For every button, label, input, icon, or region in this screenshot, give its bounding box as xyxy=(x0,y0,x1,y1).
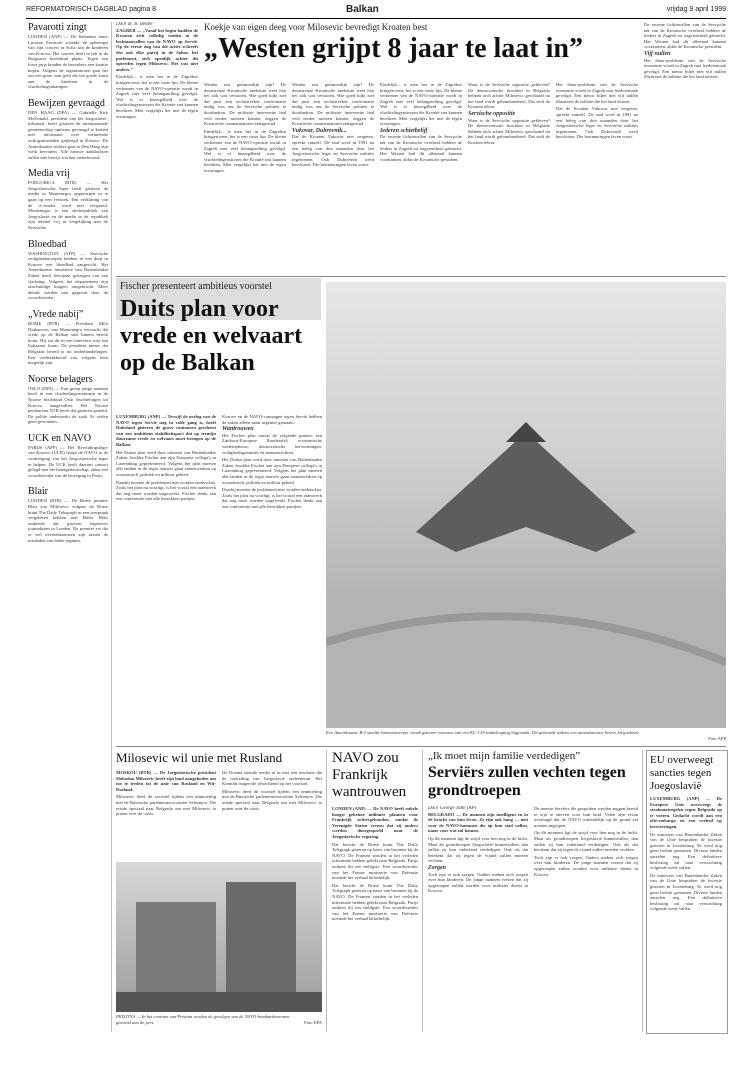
body-paragraph: Westen zou gezamenlijk zijn? De desastreuze Kroatische anekdote weet hoe het ook was verstoten. Wie goed kijkt ziet dat juist een rechtstreekse confrontatie nodig was om de Servische politiek te doorbreken. De militaire interventie had veel eerder moeten komen, zeggen de Kroatische commentatoren eensgezind. xyxy=(292,82,374,127)
body-paragraph: Toch zijn er ook zorgen. Ouders maken zich zorgen over hun kinderen. De jonge mannen vrezen dat zij opgeroepen zullen worden voor militaire dienst in Kosovo. xyxy=(534,854,638,877)
kicker: Fischer presenteert ambitieus voorstel xyxy=(120,281,272,292)
kicker: Koekje van eigen deeg voor Milosevic bevredigt Kroaten best xyxy=(204,22,428,32)
top-article-col7 xyxy=(644,22,726,274)
body-paragraph: Westen zou gezamenlijk zijn? De desastreuze Kroatische anekdote weet hoe het ook was verstoten. Wie goed kijkt ziet dat juist een rechtstreekse confrontatie nodig was om de Servische politiek te doorbreken. De militaire interventie had veel eerder moeten komen, zeggen de Kroatische commentatoren eensgezind. xyxy=(204,82,286,127)
body-paragraph: Daarbij moeten de problemen niet worden onderschat. Zoals het plan nu voorligt, is het vooral een raamwerk dat nog moet worden uitgewerkt. Fischer denkt aan een conferentie met alle betrokken partijen. xyxy=(116,479,216,502)
body-paragraph: De ministers van Buitenlandse Zaken van de Unie bespraken de kwestie gisteren in Luxemburg. Er werd nog geen besluit genomen. Diverse landen aarzelen nog. Een definitieve beslissing zal naar verwachting volgende week vallen. xyxy=(650,831,722,871)
body-paragraph: Milosevic deed dit voorstel tijdens een ontmoeting met de Russische parlementsvoorzitter Seleznjov. Die reisde speciaal naar Belgrado om met Milosevic te praten over de crisis. xyxy=(116,794,216,817)
aircraft-shape xyxy=(416,432,636,552)
body-paragraph: De recente lichtinvallen van de Servische tak van de Kroatische overheid hebben de leiders in Zagreb tot ongerustheid gebracht. Het Westen had dit allemaal kunnen voorkomen, aldus de Kroatische president. xyxy=(644,22,726,50)
body-paragraph: Dat bericht de Britse krant The Daily Telegraph gisteren op basis van bronnen bij de NAVO. De Fransen zouden in het verleden informatie hebben gelekt naar Belgrado. Parijs ontkent dit ten stelligste. Een woordvoerder van het Franse ministerie van Defensie noemde het verhaal belachelijk. xyxy=(332,841,418,881)
milosevic-col2 xyxy=(222,770,322,860)
body-paragraph: Eindelijk... is men het in de Zagrebse kringen eens: het is een vaste lijn. De kleine verkenner van de NAVO-operatie wordt in Zagreb met veel belangstelling gevolgd. Wel is er bezorgdheid over de vluchtelingenstroom die Kroatië zou kunnen bereiken. Men vergelijkt het met de eigen ervaringen. xyxy=(204,128,286,173)
lead-paragraph: MOSKOU (RTR) — De Joegoslavische president Slobodan Milosevic heeft zijn land aangeboden om toe te treden tot de unie van Rusland en Wit-Rusland. xyxy=(116,770,216,792)
body-paragraph: Daarbij moeten de problemen niet worden onderschat. Zoals het plan nu voorligt, is het vooral een raamwerk dat nog moet worden uitgewerkt. Fischer denkt aan een conferentie met alle betrokken partijen. xyxy=(222,487,322,509)
milosevic-col1 xyxy=(116,770,216,860)
brief-title: UCK en NAVO xyxy=(28,432,92,444)
building-shape xyxy=(136,902,216,1002)
brief-title: „Vrede nabij” xyxy=(28,308,84,320)
serviers-col2 xyxy=(534,806,638,1032)
top-article-col6 xyxy=(556,82,638,274)
subhead: Vukovar, Dubrovnik... xyxy=(292,127,347,134)
brief-text: PODGORICA (RTR) — Het Joegoslavische leger heeft gisteren de media in Montenegro opgeroepen in te gaan op een verzoek. Een verklaring van de tv-zender werd niet verspreid. Montenegro is een deelrepubliek van Joegoslavië en de media in de republiek zijn relatief vrij in vergelijking met de Servische. xyxy=(28,180,108,231)
column-rule xyxy=(326,750,327,1032)
top-article-col4 xyxy=(380,82,462,274)
body-paragraph: De recente lichtinvallen van de Servische tak van de Kroatische overheid hebben de leiders in Zagreb tot ongerustheid gebracht. Het Westen had dit allemaal kunnen voorkomen, aldus de Kroatische president. xyxy=(380,134,462,162)
lead-paragraph: LUXEMBURG (ANP) — Terwijl de oorlog van de NAVO tegen Servië nog in volle gang is, heeft Duitsland gisteren de grove contouren geschetst van een ambitieus stabiliteitspact dat op termijn duurzame vrede en welvaart moet brengen op de Balkan. xyxy=(116,414,216,447)
brief-bewijzen xyxy=(28,98,108,160)
lead-paragraph: BELGRADO — De mannen zijn intelligent en in de kracht van hun leven. Ze zijn ook bang — niet voor de NAVO-bommen die op hun stad vallen, maar voor wat zal komen. xyxy=(428,811,528,834)
headline: EU overweegt sancties tegen Joegoslavië xyxy=(650,754,714,792)
body-paragraph: De ministers van Buitenlandse Zaken van de Unie bespraken de kwestie gisteren in Luxemburg. Er werd nog geen besluit genomen. Diverse landen aarzelen nog. Een definitieve beslissing zal naar verwachting volgende week vallen. xyxy=(650,872,722,912)
subhead: Vijf nullen xyxy=(644,50,671,57)
photo-credit: Foto EPA xyxy=(304,1020,322,1025)
body-paragraph: Het dinar-probleem van de Servische economie wordt in Zagreb met leedvermaak gevolgd. Een nieuw biljet met vijf nullen illustreert de inflatie die het land teistert. xyxy=(644,57,726,80)
subhead: Iederen schietbelijf xyxy=(380,127,428,134)
body-paragraph: Eindelijk... is men het in de Zagrebse kringen eens: het is een vaste lijn. De kleine verkenner van de NAVO-operatie wordt in Zagreb met veel belangstelling gevolgd. Wel is er bezorgdheid over de vluchtelingenstroom die Kroatië zou kunnen bereiken. Men vergelijkt het met de eigen ervaringen. xyxy=(116,74,198,119)
body-paragraph: Het Duitse plan werd door minister van Buitenlandse Zaken Joschka Fischer aan zijn Europese collega's in Luxemburg gepresenteerd. Volgens het plan moeten alle landen in de regio nauwer gaan samenwerken op economisch, politiek en militair gebied. xyxy=(222,457,322,485)
brief-pavarotti xyxy=(28,22,108,90)
top-article-col3 xyxy=(292,82,374,274)
pristina-photo xyxy=(116,862,322,1012)
header-left: REFORMATORISCH DAGBLAD pagina 8 xyxy=(26,6,157,13)
column-rule xyxy=(642,750,643,1032)
brief-noorse xyxy=(28,374,108,425)
photo-caption: PRISTINA — In het centrum van Pristina worden de gevolgen van de NAVO-bombardementen getoond aan de pers. xyxy=(116,1014,290,1025)
building-shape xyxy=(226,882,296,1002)
body-paragraph: Kosovo en de NAVO-campagne tegen Servië hebben de zaken alleen maar urgenter gemaakt. xyxy=(222,414,322,425)
body-paragraph: Waar is de Servische oppositie gebleven? De democratische krachten in Belgrado hebben zich achter Milosevic geschaard nu het land wordt gebombardeerd. Dat stelt de Kroaten teleur. xyxy=(468,82,550,110)
body-paragraph: Dat de Kroaten Vukovar niet vergeten, spreekt vanzelf. De stad werd in 1991 na een beleg van drie maanden door het Joegoslavische leger en Servische milities ingenomen. Ook Dubrovnik werd beschoten. Die herinneringen leven voort. xyxy=(556,106,638,140)
photo-illustration xyxy=(326,282,726,728)
headline: „Westen grijpt 8 jaar te laat in” xyxy=(204,33,583,64)
rubble-area xyxy=(116,992,322,1012)
top-article-col2 xyxy=(204,82,286,274)
body-paragraph: Op dit moment ligt de strijd voor hen nog in de lucht. Maar als grondtroepen Joegoslavië binnenvallen, dan zullen zij hun vaderland verdedigen. Ook als dat betekent dat zij tegen de vijand zullen moeten vechten. xyxy=(534,830,638,853)
photo-illustration xyxy=(116,862,322,1012)
brief-text: OSLO (DPA) — Een groep jonge mannen heeft in een vluchtelingencentrum in de Noorse hoofdstad Oslo vluchtelingen uit Kosovo aangevallen. Het Noorse persbureau NTB heeft dat gisteren gemeld. De politie onderzoekt de zaak. Er vielen geen gewonden. xyxy=(28,385,108,425)
page-header xyxy=(26,6,726,18)
subhead: Servische oppositie xyxy=(468,110,516,117)
body-paragraph: Op dit moment ligt de strijd voor hen nog in de lucht. Maar als grondtroepen Joegoslavië binnenvallen, dan zullen zij hun vaderland verdedigen. Ook als dat betekent dat zij tegen de vijand zullen moeten vechten. xyxy=(428,835,528,864)
byline: Door dr. B. Belder xyxy=(116,22,154,27)
subhead: Zorgen xyxy=(428,864,446,871)
brief-text: LONDEN (ANP) — De Italiaanse tenor Luciano Pavarotti schenkt de opbrengst van zijn concert in Sofia aan de kinderen van Kosovo. Het concert heeft in juli in de Bulgaarse hoofdstad plaats. Tegen een forse prijs konden de bezoekers een kaartje kopen. Volgens de organisatoren gaat het om een grote som geld die ten goede komt aan de kinderen in de vluchtelingenkampen. xyxy=(28,34,108,90)
lead-paragraph: ZAGREB — „Vanaf het begin hadden de Kroaten zich volledig vinden in de luchtaanvallen van de NAVO op Servië. Op de eerste dag van die acties schreeft één ook elke partij in de Sabor, het parlement, zich openlijk achter dit optreden tegen Milosevic. Het was niet anders.” xyxy=(116,27,198,72)
bomber-photo xyxy=(326,282,726,728)
serviers-col1 xyxy=(428,806,528,1032)
column-rule xyxy=(422,750,423,1032)
brief-vrede xyxy=(28,309,108,366)
section-rule xyxy=(116,276,726,277)
eu-col xyxy=(650,796,722,1028)
brief-title: Bewijzen gevraagd xyxy=(28,97,105,109)
body-paragraph: Milosevic deed dit voorstel tijdens een ontmoeting met de Russische parlementsvoorzitter Seleznjov. Die reisde speciaal naar Belgrado om met Milosevic te praten over de crisis. xyxy=(222,788,322,811)
section-title: Balkan xyxy=(346,4,379,15)
body-paragraph: Het Duitse plan werd door minister van Buitenlandse Zaken Joschka Fischer aan zijn Europese collega's in Luxemburg gepresenteerd. Volgens het plan moeten alle landen in de regio nauwer gaan samenwerken op economisch, politiek en militair gebied. xyxy=(116,449,216,477)
photo-credit: Foto AFP xyxy=(708,736,726,741)
section-rule xyxy=(116,746,726,747)
body-paragraph: Het Fischer plan omvat de volgende punten: een Zuidoost-Europese Rondetafel; economische wederopbouw; democratische hervormingen; veiligheidsgaranties en mensenrechten. xyxy=(222,432,322,455)
body-paragraph: De meeste Serviërs die gesproken werden zeggen bereid te zijn te sterven voor hun land. Velen zijn ervan overtuigd dat de NAVO uiteindelijk op de grond zal moeten ingrijpen. xyxy=(534,806,638,828)
briefs-column xyxy=(28,22,108,1032)
tanker-boom xyxy=(506,422,546,442)
headline: Duits plan voor vrede en welvaart op de Balkan xyxy=(120,296,303,376)
top-article-col5 xyxy=(468,82,550,274)
body-paragraph: Waar is de Servische oppositie gebleven? De democratische krachten in Belgrado hebben zich achter Milosevic geschaard nu het land wordt gebombardeerd. Dat stelt de Kroaten teleur. xyxy=(468,117,550,145)
kicker: „Ik moet mijn familie verdedigen” xyxy=(428,750,581,762)
brief-text: PARIJS (AFP) — Het Bevrijdingsleger van Kosovo (UCK) hoopt de NAVO in de vernietiging van het Joegoslavische leger te helpen. De UCK heeft daarom contact gelegd met het bondgenootschap, aldus een woordvoerder van de beweging in Parijs. xyxy=(28,444,108,478)
headline: NAVO zou Frankrijk wantrouwen xyxy=(332,750,407,800)
lead-paragraph: LUXEMBURG (ANP) — De Europese Unie overweegt de strafmaatregelen tegen Belgrado op te voeren. Gedacht wordt aan een olie-embargo en een verbod op investeringen. xyxy=(650,796,722,829)
brief-text: DEN HAAG (DPA) — Gabrielle Kirk McDonald, president van het Joegoslavië-tribunaal, heeft gisteren de internationale gemeenschap opnieuw gevraagd te komen met informatie over vermeende oorlogsmisdaden gepleegd in Kosovo. De Amerikaanse rechter gaat in Den Haag zijn werk hervatten. Alle nieuwe aanklachten zullen met bewijs worden onderbouwd. xyxy=(28,109,108,160)
column-rule xyxy=(111,22,112,1032)
subhead: Wantrouwen xyxy=(222,426,254,433)
brief-title: Media vrij xyxy=(28,168,70,180)
brief-text: LONDEN (RTR) — De Britse premier Blair zou Milosevic volgens de Britse krant The Daily Telegraph in een toespraak vergeleken hebben met Hitler. Blair ontkende dat gisteren tegenover journalisten in Londen. De premier zei dat er wel overeenkomsten zijn tussen de misdaden van beide regimes. xyxy=(28,498,108,543)
brief-title: Bloedbad xyxy=(28,238,67,250)
brief-media xyxy=(28,168,108,230)
header-right: vrijdag 9 april 1999 xyxy=(666,6,726,13)
header-rule xyxy=(26,18,726,19)
body-paragraph: Toch zijn er ook zorgen. Ouders maken zich zorgen over hun kinderen. De jonge mannen vrezen dat zij opgeroepen zullen worden voor militaire dienst in Kosovo. xyxy=(428,871,528,894)
body-paragraph: Het dinar-probleem van de Servische economie wordt in Zagreb met leedvermaak gevolgd. Een nieuw biljet met vijf nullen illustreert de inflatie die het land teistert. xyxy=(556,82,638,104)
brief-uck xyxy=(28,433,108,479)
brief-blair xyxy=(28,486,108,543)
body-paragraph: Eindelijk... is men het in de Zagrebse kringen eens: het is een vaste lijn. De kleine verkenner van de NAVO-operatie wordt in Zagreb met veel belangstelling gevolgd. Wel is er bezorgdheid over de vluchtelingenstroom die Kroatië zou kunnen bereiken. Men vergelijkt het met de eigen ervaringen. xyxy=(380,82,462,127)
brief-bloedbad xyxy=(28,239,108,301)
headline: Serviërs zullen vechten tegen grondtroepen xyxy=(428,764,626,799)
lead-paragraph: LONDEN (ANP) — De NAVO heeft enkele hoogst geheime militaire plannen voor Frankrijk achtergehouden, omdat de Verenigde Staten vrezen dat zij anders worden doorgespeeld naar de Joegoslavische regering. xyxy=(332,806,418,839)
brief-title: Blair xyxy=(28,486,48,498)
fischer-col1 xyxy=(116,414,216,740)
brief-text: ROME (RTR) — President Milo Djukanovic van Montenegro verwacht dat vrede op de Balkan snel binnen bereik komt. Hij zei dit in een interview met een Italiaanse krant. De president meent dat Belgrado bereid is tot onderhandelingen. Een vredesakkoord zou volgens hem mogelijk zijn. xyxy=(28,320,108,366)
fischer-col2 xyxy=(222,414,322,740)
body-paragraph: Dat bericht de Britse krant The Daily Telegraph gisteren op basis van bronnen bij de NAVO. De Fransen zouden in het verleden informatie hebben gelekt naar Belgrado. Parijs ontkent dit ten stelligste. Een woordvoerder van het Franse ministerie van Defensie noemde het verhaal belachelijk. xyxy=(332,882,418,922)
brief-title: Pavarotti zingt xyxy=(28,22,87,33)
brief-title: Noorse belagers xyxy=(28,373,93,385)
headline: Milosevic wil unie met Rusland xyxy=(116,750,283,765)
brief-text: WASHINGTON (AFP) — Servische veiligheidstroepen hebben in een dorp in Kosovo een bloedbad aangericht. Het Amerikaanse ministerie van Buitenlandse Zaken heeft bewijzen gekregen van een slachting. Volgens het departement zijn onschuldige burgers omgebracht. Meer details werden niet gegeven door de woordvoerder. xyxy=(28,250,108,301)
navo-col xyxy=(332,806,418,1032)
byline: Door George Jahn (AP) xyxy=(428,806,477,811)
photo-caption: Een Amerikaanse B-2 stealth bommenwerper wordt gisteren voorzien van een KC-135-tankvliegtuig bijgetankt. Dit gebeurde tijdens een aanvalsmissie boven Joegoslavië. xyxy=(326,730,640,735)
body-paragraph: Dat de Kroaten Vukovar niet vergeten, spreekt vanzelf. De stad werd in 1991 na een beleg van drie maanden door het Joegoslavische leger en Servische milities ingenomen. Ook Dubrovnik werd beschoten. Die herinneringen leven voort. xyxy=(292,134,374,168)
body-paragraph: De Doema stemde eerder al in met een resolutie die de toetreding van Joegoslavië ondersteunt. Het Kremlin reageerde afwachtend op het voorstel. xyxy=(222,770,322,787)
top-article-col1 xyxy=(116,22,198,274)
